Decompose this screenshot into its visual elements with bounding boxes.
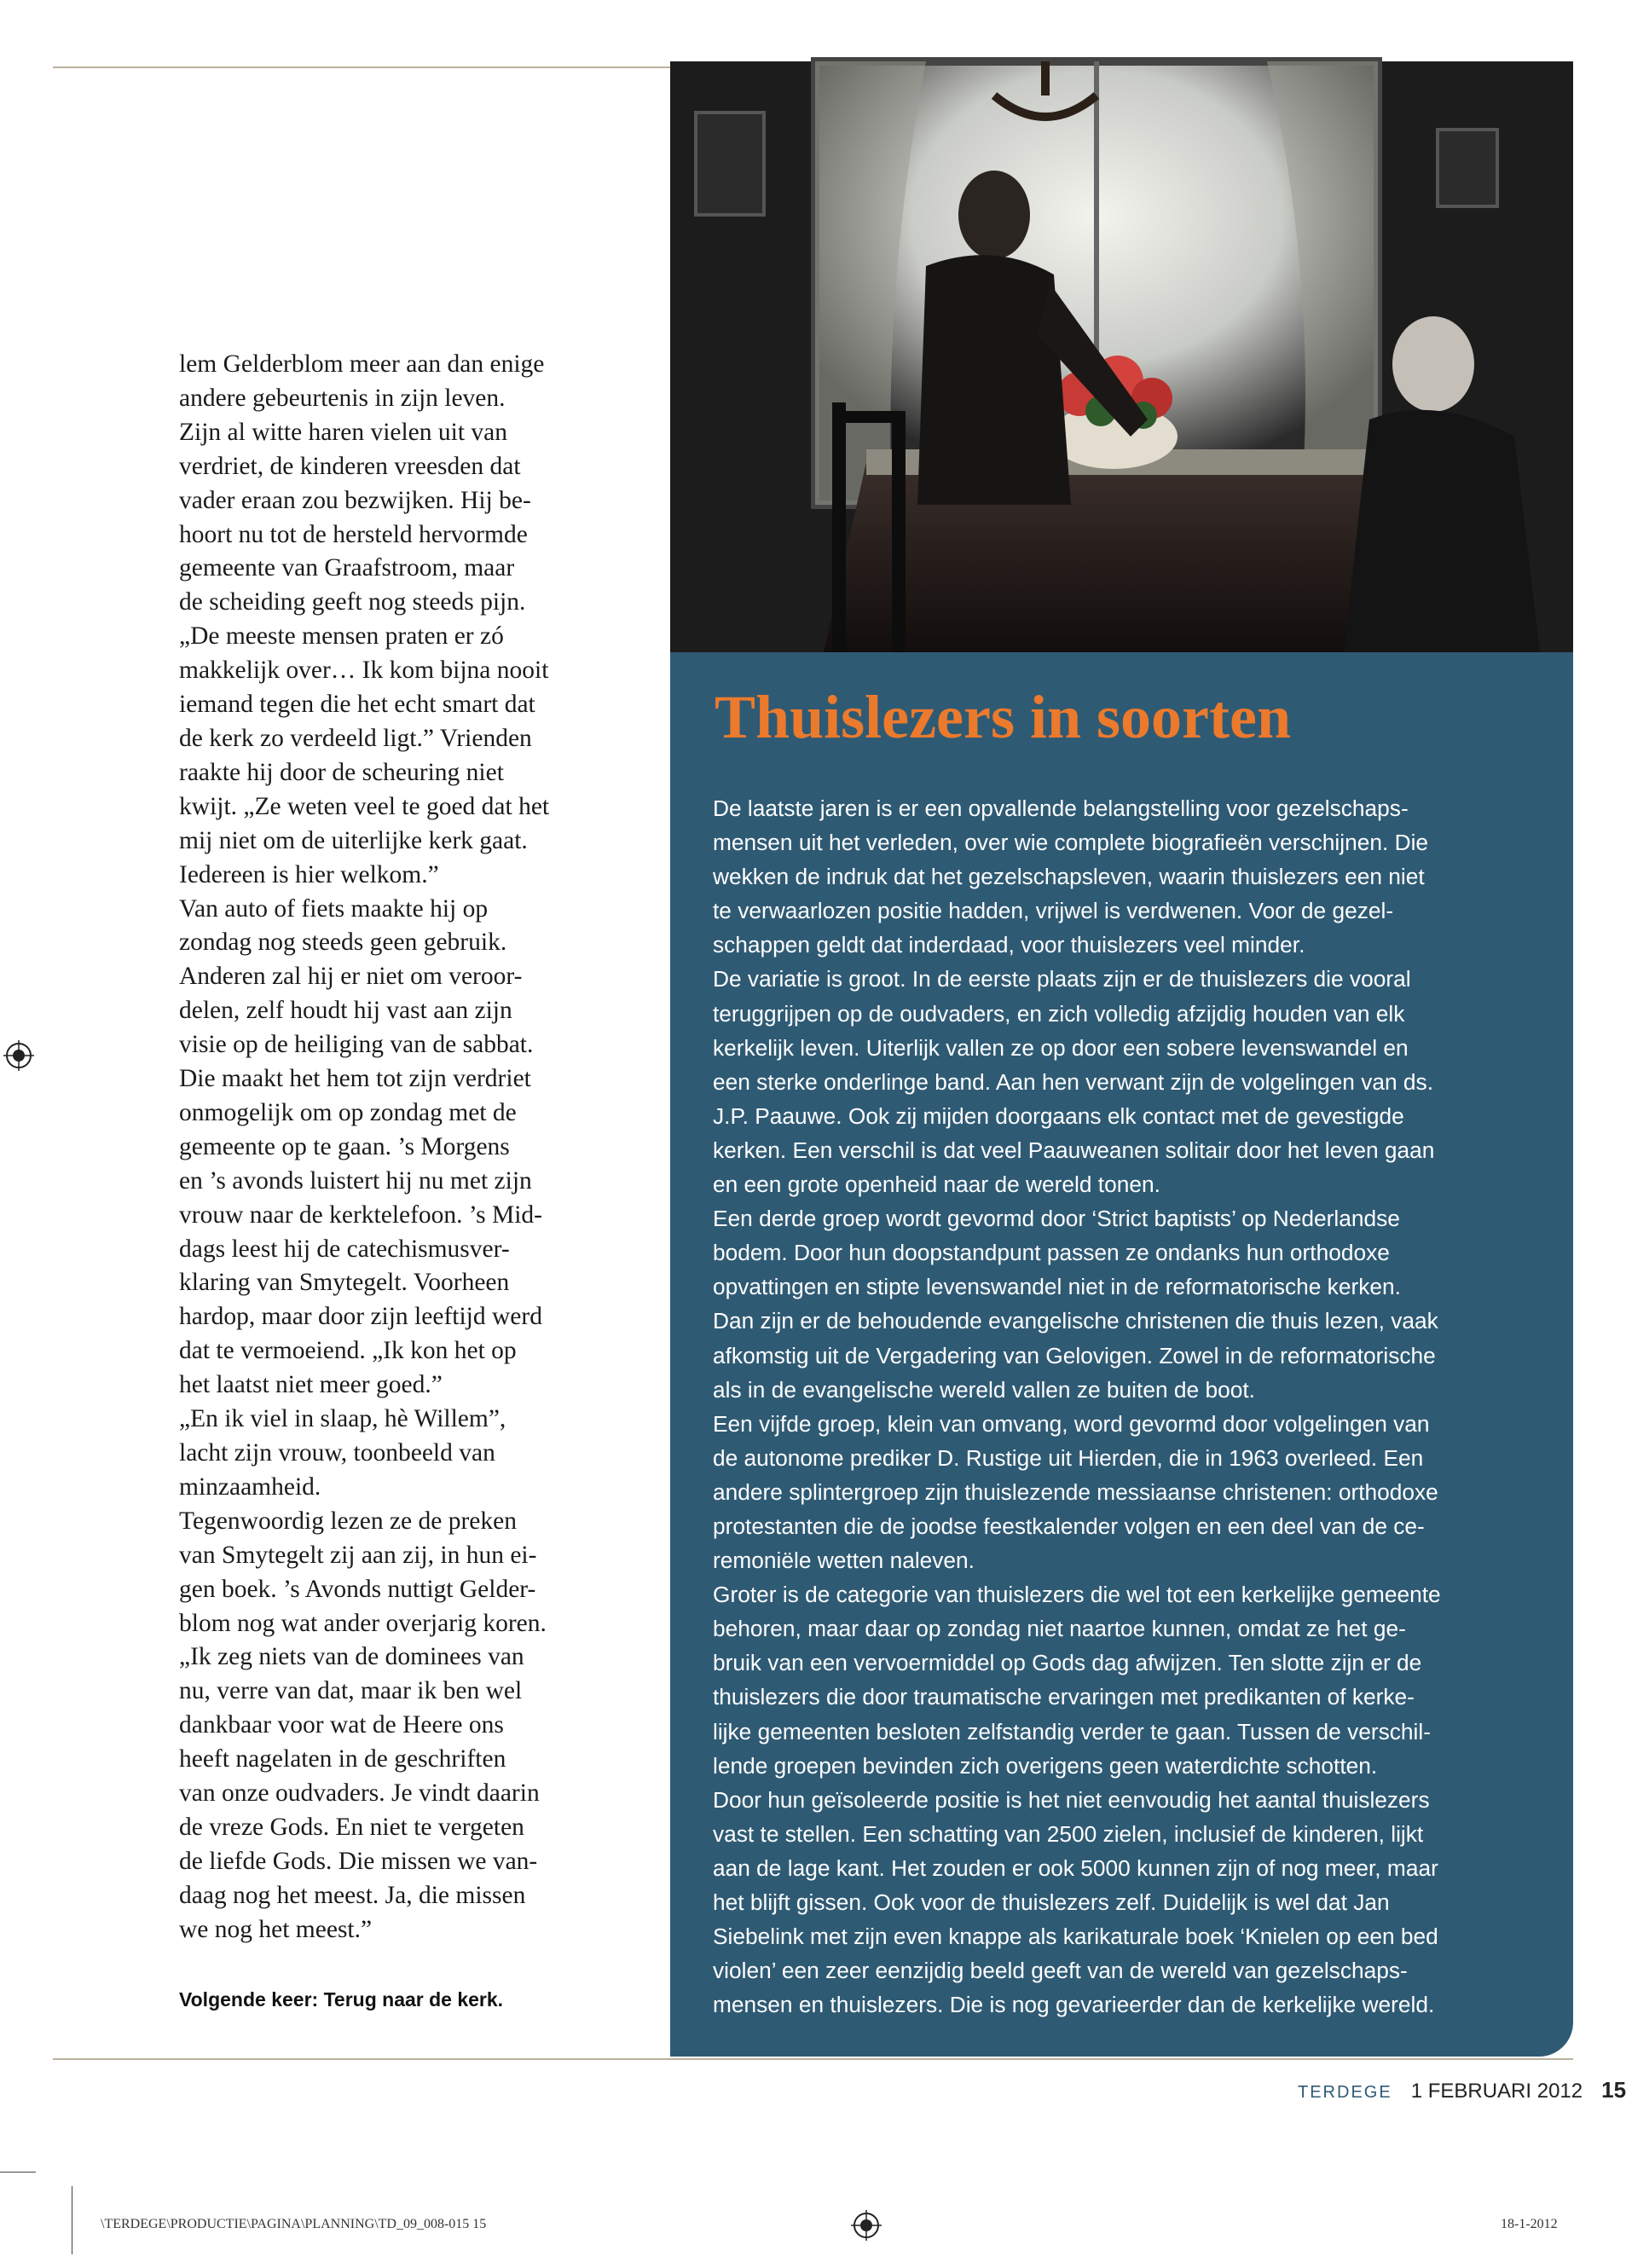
text-line: lacht zijn vrouw, toonbeeld van (179, 1439, 495, 1467)
text-line: remoniële wetten naleven. (713, 1548, 975, 1574)
text-line: dags leest hij de catechismusver- (179, 1235, 510, 1263)
text-line: de liefde Gods. Die missen we van- (179, 1847, 538, 1875)
text-line: Een derde groep wordt gevormd door ‘Strict baptists’ op Nederlandse (713, 1206, 1400, 1232)
text-line: te verwaarlozen positie hadden, vrijwel is verdwenen. Voor de gezel- (713, 898, 1394, 924)
text-line: Groter is de categorie van thuislezers die wel tot een kerkelijke gemeente (713, 1582, 1441, 1608)
bottom-rule (53, 2058, 1573, 2060)
text-line: als in de evangelische wereld vallen ze buiten de boot. (713, 1376, 1255, 1403)
crop-mark (0, 2172, 36, 2173)
text-line: en een grote openheid naar de wereld tonen. (713, 1172, 1160, 1198)
text-line: gemeente van Graafstroom, maar (179, 554, 515, 582)
text-line: dankbaar voor wat de Heere ons (179, 1711, 504, 1739)
text-line: kerken. Een verschil is dat veel Paauweanen solitair door het leven gaan (713, 1137, 1435, 1163)
top-rule (53, 67, 671, 68)
text-line: aan de lage kant. Het zouden er ook 5000 kunnen zijn of nog meer, maar (713, 1854, 1438, 1881)
text-line: De variatie is groot. In de eerste plaats zijn er de thuislezers die vooral (713, 966, 1411, 992)
text-line: vast te stellen. Een schatting van 2500 zielen, inclusief de kinderen, lijkt (713, 1820, 1424, 1847)
text-line: mensen en thuislezers. Die is nog gevarieerder dan de kerkelijke wereld. (713, 1992, 1435, 2018)
text-line: kerkelijk leven. Uiterlijk vallen ze op door een sobere levenswandel en (713, 1034, 1409, 1061)
text-line: de scheiding geeft nog steeds pijn. (179, 588, 526, 616)
text-line: Door hun geïsoleerde positie is het niet eenvoudig het aantal thuislezers (713, 1786, 1430, 1813)
text-line: raakte hij door de scheuring niet (179, 758, 504, 786)
text-line: Een vijfde groep, klein van omvang, word gevormd door volgelingen van (713, 1410, 1430, 1437)
text-line: hardop, maar door zijn leeftijd werd (179, 1303, 542, 1331)
text-line: verdriet, de kinderen vreesden dat (179, 452, 521, 480)
text-line: behoren, maar daar op zondag niet naartoe kunnen, omdat ze het ge- (713, 1616, 1406, 1642)
text-line: gemeente op te gaan. ’s Morgens (179, 1132, 510, 1160)
text-line: „En ik viel in slaap, hè Willem”, (179, 1405, 506, 1433)
text-line: bodem. Door hun doopstandpunt passen ze ondanks hun orthodoxe (713, 1240, 1390, 1266)
text-line: „De meeste mensen praten er zó (179, 622, 504, 651)
text-line: visie op de heiliging van de sabbat. (179, 1031, 534, 1059)
text-line: makkelijk over… Ik kom bijna nooit (179, 657, 549, 685)
text-line: gen boek. ’s Avonds nuttigt Gelder- (179, 1575, 536, 1603)
text-line: Tegenwoordig lezen ze de preken (179, 1507, 517, 1535)
text-line: Zijn al witte haren vielen uit van (179, 418, 508, 446)
text-line: mensen uit het verleden, over wie complete biografieën verschijnen. Die (713, 830, 1429, 856)
text-line: het blijft gissen. Ook voor de thuislezers zelf. Duidelijk is wel dat Jan (713, 1889, 1390, 1915)
text-line: afkomstig uit de Vergadering van Gelovigen. Zowel in de reformatorische (713, 1342, 1436, 1368)
text-line: protestanten die de joodse feestkalender volgen en een deel van de ce- (713, 1513, 1425, 1539)
text-line: Iedereen is hier welkom.” (179, 860, 439, 888)
sidebar-body (713, 791, 1557, 2022)
text-line: thuislezers die door traumatische ervaringen met predikanten of kerke- (713, 1684, 1415, 1710)
page-footer (1298, 2077, 1626, 2103)
text-line: De laatste jaren is er een opvallende belangstelling voor gezelschaps- (713, 796, 1409, 821)
text-line: het laatst niet meer goed.” (179, 1371, 443, 1399)
text-line: onmogelijk om op zondag met de (179, 1098, 517, 1126)
text-line: opvattingen en stipte levenswandel niet in de reformatorische kerken. (713, 1274, 1401, 1300)
text-line: we nog het meest.” (179, 1915, 373, 1943)
text-line: wekken de indruk dat het gezelschapsleven, waarin thuislezers een niet (713, 864, 1425, 890)
text-line: Die maakt het hem tot zijn verdriet (179, 1065, 531, 1093)
text-line: minzaamheid. (179, 1472, 321, 1501)
text-line: violen’ een zeer eenzijdig beeld geeft van de wereld van gezelschaps- (713, 1958, 1408, 1984)
slug-date: 18-1-2012 (1501, 2217, 1558, 2231)
text-line: hoort nu tot de hersteld hervormde (179, 520, 528, 548)
registration-mark-icon (849, 2208, 883, 2242)
text-line: andere splintergroep zijn thuislezende messiaanse christenen: orthodoxe (713, 1478, 1438, 1505)
sidebar-title: Thuislezers in soorten (715, 683, 1291, 751)
text-line: vrouw naar de kerktelefoon. ’s Mid- (179, 1201, 542, 1229)
text-line: nu, verre van dat, maar ik ben wel (179, 1677, 523, 1705)
text-line: J.P. Paauwe. Ook zij mijden doorgaans elk contact met de gevestigde (713, 1102, 1404, 1129)
issue-date: 1 FEBRUARI 2012 (1410, 2080, 1583, 2103)
text-line: Van auto of fiets maakte hij op (179, 894, 489, 923)
text-line: „Ik zeg niets van de dominees van (179, 1643, 524, 1671)
text-line: een sterke onderlinge band. Aan hen verwant zijn de volgelingen van ds. (713, 1068, 1434, 1095)
text-line: van Smytegelt zij aan zij, in hun ei- (179, 1541, 537, 1569)
text-line: Siebelink met zijn even knappe als karikaturale boek ‘Knielen op een bed (713, 1924, 1438, 1950)
article-column (179, 348, 605, 1947)
text-line: zondag nog steeds geen gebruik. (179, 929, 507, 957)
text-line: iemand tegen die het echt smart dat (179, 691, 535, 719)
text-line: de autonome prediker D. Rustige uit Hierden, die in 1963 overleed. Een (713, 1444, 1424, 1471)
text-line: van onze oudvaders. Je vindt daarin (179, 1779, 540, 1808)
text-line: kwijt. „Ze weten veel te goed dat het (179, 792, 550, 820)
registration-mark-icon (2, 1039, 36, 1073)
text-line: daag nog het meest. Ja, die missen (179, 1881, 526, 1909)
magazine-name: TERDEGE (1298, 2083, 1392, 2102)
text-line: de vreze Gods. En niet te vergeten (179, 1813, 524, 1841)
text-line: heeft nagelaten in de geschriften (179, 1745, 506, 1773)
text-line: lende groepen bevinden zich overigens geen waterdichte schotten. (713, 1752, 1378, 1779)
text-line: mij niet om de uiterlijke kerk gaat. (179, 826, 528, 854)
text-line: schappen geldt dat inderdaad, voor thuislezers veel minder. (713, 932, 1305, 958)
text-line: de kerk zo verdeeld ligt.” Vrienden (179, 724, 532, 752)
text-line: lem Gelderblom meer aan dan enige (179, 350, 545, 378)
text-line: vader eraan zou bezwijken. Hij be- (179, 486, 531, 514)
text-line: Anderen zal hij er niet om veroor- (179, 963, 523, 991)
text-line: klaring van Smytegelt. Voorheen (179, 1269, 510, 1297)
text-line: teruggrijpen op de oudvaders, en zich volledig afzijdig houden van elk (713, 1000, 1405, 1027)
article-photo (670, 61, 1573, 652)
text-line: lijke gemeenten besloten zelfstandig verder te gaan. Tussen de verschil- (713, 1718, 1431, 1744)
next-episode-note: Volgende keer: Terug naar de kerk. (179, 1988, 504, 2011)
text-line: blom nog wat ander overjarig koren. (179, 1609, 547, 1637)
text-line: Dan zijn er de behoudende evangelische christenen die thuis lezen, vaak (713, 1308, 1438, 1334)
text-line: dat te vermoeiend. „Ik kon het op (179, 1337, 517, 1365)
page-number: 15 (1601, 2077, 1626, 2103)
text-line: bruik van een vervoermiddel op Gods dag afwijzen. Ten slotte zijn er de (713, 1650, 1422, 1676)
text-line: en ’s avonds luistert hij nu met zijn (179, 1166, 532, 1195)
text-line: andere gebeurtenis in zijn leven. (179, 384, 506, 412)
text-line: delen, zelf houdt hij vast aan zijn (179, 997, 512, 1025)
slug-path: \TERDEGE\PRODUCTIE\PAGINA\PLANNING\TD_09_008-015 15 (101, 2217, 487, 2231)
photo-illustration (670, 61, 1573, 652)
